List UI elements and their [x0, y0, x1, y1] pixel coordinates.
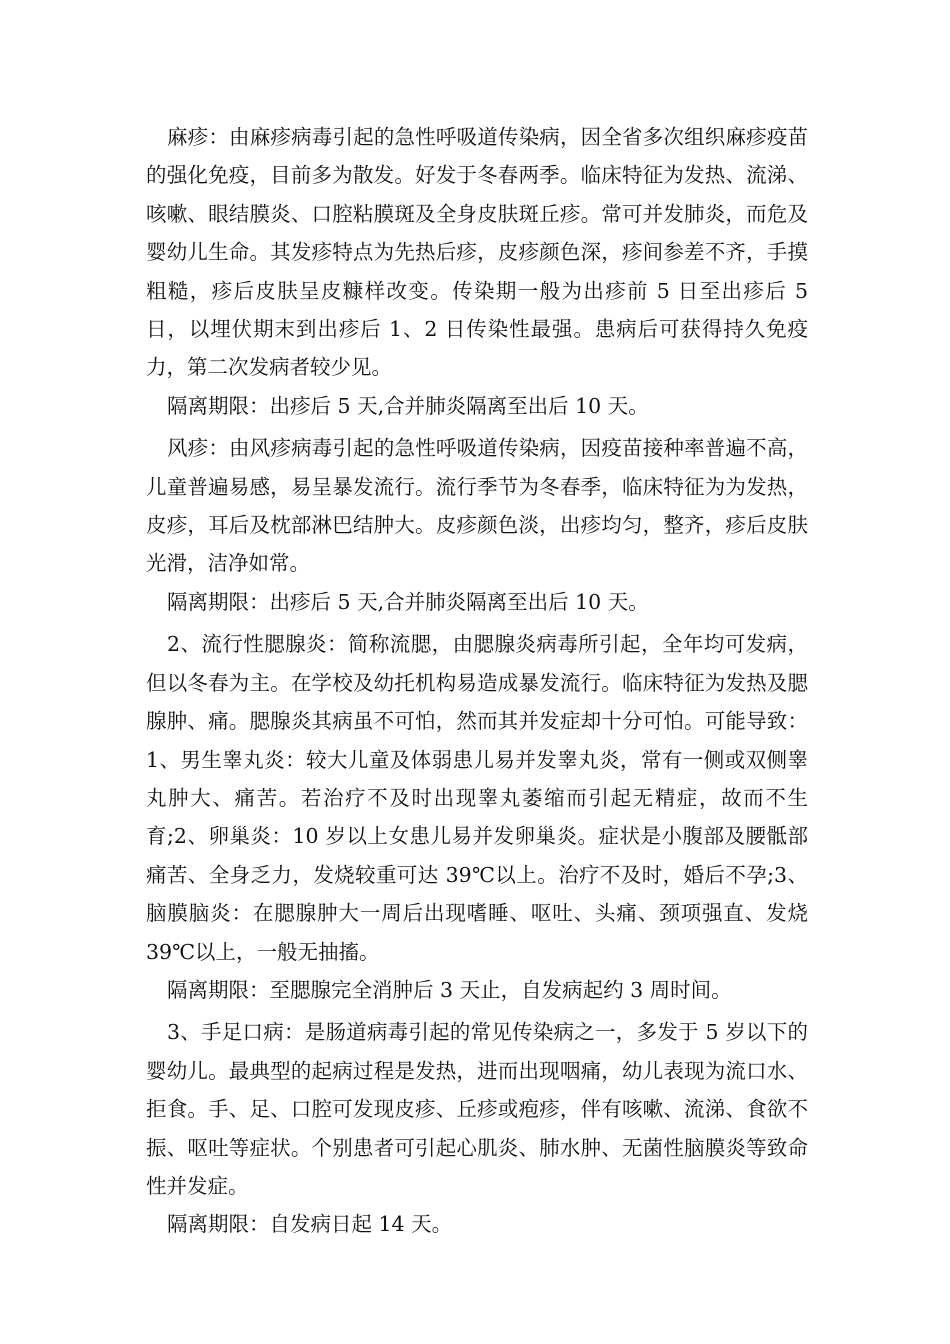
paragraph-mumps-isolation: 隔离期限：至腮腺完全消肿后 3 天止，自发病起约 3 周时间。: [167, 977, 732, 1002]
document-body: [146, 118, 808, 1244]
paragraph-rubella-isolation: 隔离期限：出疹后 5 天,合并肺炎隔离至出后 10 天。: [167, 589, 649, 614]
paragraph-hfmd: 3、手足口病：是肠道病毒引起的常见传染病之一，多发于 5 岁以下的婴幼儿。最典型的起病过程是发热，进而出现咽痛，幼儿表现为流口水、拒食。手、足、口腔可发现皮疹、丘疹或疱疹，伴有咳嗽、流涕、食欲不振、呕吐等症状。个别患者可引起心肌炎、肺水肿、无菌性脑膜炎等致命性并发症。: [146, 1020, 808, 1198]
paragraph-rubella: 风疹：由风疹病毒引起的急性呼吸道传染病，因疫苗接种率普遍不高，儿童普遍易感，易呈暴发流行。流行季节为冬春季，临床特征为为发热，皮疹，耳后及枕部淋巴结肿大。皮疹颜色淡，出疹均匀，整齐，疹后皮肤光滑，洁净如常。: [146, 436, 808, 576]
paragraph-mumps: 2、流行性腮腺炎：简称流腮，由腮腺炎病毒所引起，全年均可发病，但以冬春为主。在学校及幼托机构易造成暴发流行。临床特征为发热及腮腺肿、痛。腮腺炎其病虽不可怕，然而其并发症却十分可怕。可能导致：1、男生睾丸炎：较大儿童及体弱患儿易并发睾丸炎，常有一侧或双侧睾丸肿大、痛苦。若治疗不及时出现睾丸萎缩而引起无精症，故而不生育;2、卵巢炎：10 岁以上女患儿易并发卵巢炎。症状是小腹部及腰骶部痛苦、全身乏力，发烧较重可达 39℃以上。治疗不及时，婚后不孕;3、脑膜脑炎：在腮腺肿大一周后出现嗜睡、呕吐、头痛、颈项强直、发烧 39℃以上，一般无抽搐。: [146, 632, 808, 964]
paragraph-hfmd-isolation: 隔离期限：自发病日起 14 天。: [167, 1212, 453, 1237]
paragraph-measles: 麻疹：由麻疹病毒引起的急性呼吸道传染病，因全省多次组织麻疹疫苗的强化免疫，目前多为散发。好发于冬春两季。临床特征为发热、流涕、咳嗽、眼结膜炎、口腔粘膜斑及全身皮肤斑丘疹。常可并发肺炎，而危及婴幼儿生命。其发疹特点为先热后疹，皮疹颜色深，疹间参差不齐，手摸粗糙，疹后皮肤呈皮糠样改变。传染期一般为出疹前 5 日至出疹后 5 日，以埋伏期末到出疹后 1、2 日传染性最强。患病后可获得持久免疫力，第二次发病者较少见。: [146, 125, 808, 380]
paragraph-measles-isolation: 隔离期限：出疹后 5 天,合并肺炎隔离至出后 10 天。: [167, 393, 649, 418]
